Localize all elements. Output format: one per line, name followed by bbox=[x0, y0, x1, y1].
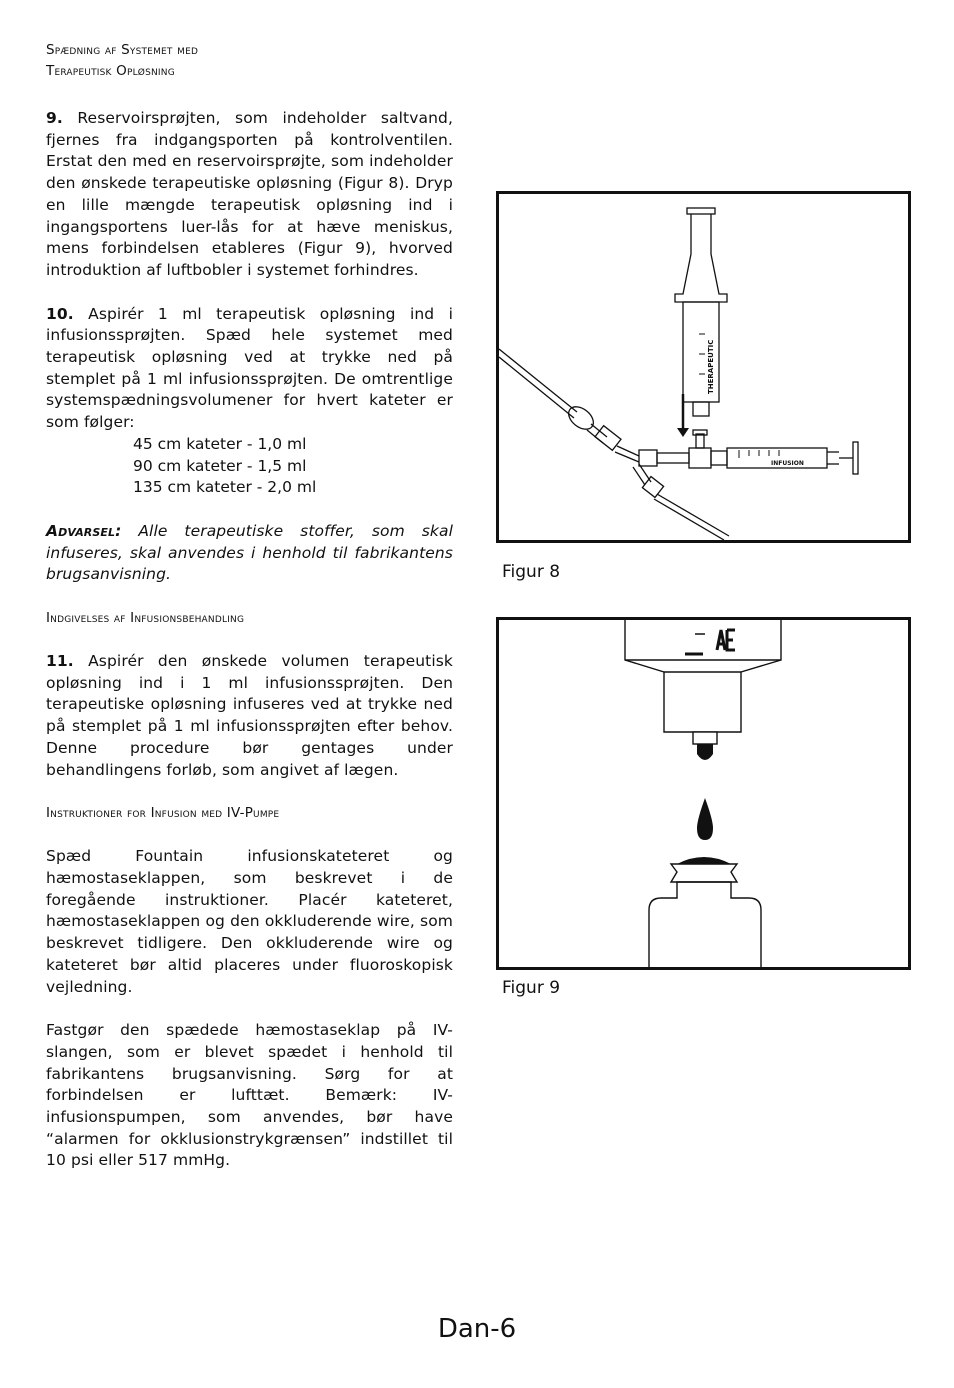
figure-8-caption: Figur 8 bbox=[502, 562, 561, 582]
step-10-paragraph bbox=[46, 304, 453, 434]
step-10-number: 10. bbox=[46, 304, 74, 323]
figure-9-caption: Figur 9 bbox=[502, 978, 561, 998]
warning-paragraph bbox=[46, 521, 453, 586]
step-9-number: 9. bbox=[46, 109, 63, 127]
step-11-paragraph bbox=[46, 651, 453, 781]
volume-list bbox=[46, 434, 453, 499]
therapeutic-syringe-label: THERAPEUTIC bbox=[707, 339, 715, 394]
section-heading-iv-pump: Instruktioner for Infusion med IV-Pumpe bbox=[46, 805, 280, 822]
heading-line-1: Spædning af Systemet med bbox=[46, 42, 199, 58]
page-number: Dan-6 bbox=[437, 1314, 517, 1344]
infusion-syringe-label: INFUSION bbox=[771, 460, 804, 467]
volume-item: 135 cm kateter - 2,0 ml bbox=[133, 478, 317, 497]
step-10-text: Aspirér 1 ml terapeutisk opløsning ind i infusionssprøjten. Spæd hele systemet med terapeutisk opløsning ved at trykke ned på stemplet på 1 ml infusionssprøjten. De omtrentlige systemspædningsvolumener for hvert kateter er som følger: bbox=[46, 304, 453, 432]
section-heading-infusion: Indgivelses af Infusionsbehandling bbox=[46, 610, 245, 627]
section-heading-priming bbox=[46, 40, 453, 82]
heading-line-2: Terapeutisk Opløsning bbox=[46, 63, 175, 79]
figure-8 bbox=[496, 191, 911, 543]
step-9-paragraph bbox=[46, 108, 453, 282]
step-11-number: 11. bbox=[46, 652, 74, 671]
iv-pump-paragraph-2: Fastgør den spædede hæmostaseklap på IV-slangen, som er blevet spædet i henhold til fabrikantens brugsanvisning. Sørg for at forbindelsen er lufttæt. Bemærk: IV-infusionspumpen, som anvendes, bør have “alarmen for okklusionstrykgrænsen” indstillet til 10 psi eller 517 mmHg. bbox=[46, 1021, 453, 1170]
step-9-text: Reservoirsprøjten, som indeholder saltvand, fjernes fra indgangsporten på kontrolventilen. Erstat den med en reservoirsprøjte, som indeholder den ønskede terapeutiske opløsning (Figur 8). Dryp en lille mængde terapeutisk opløsning ind i ingangsportens luer-lås for at hæve meniskus, mens forbindelsen etableres (Figur 9), hvorved introduktion af luftbobler i systemet forhindres. bbox=[46, 109, 453, 279]
volume-item: 45 cm kateter - 1,0 ml bbox=[133, 434, 307, 453]
warning-label: Advarsel: bbox=[46, 521, 122, 540]
left-column bbox=[46, 40, 453, 1172]
figure-8-illustration bbox=[499, 194, 908, 540]
warning-text: Alle terapeutiske stoffer, som skal infuseres, skal anvendes i henhold til fabrikantens brugsanvisning. bbox=[46, 521, 453, 584]
figure-9-illustration bbox=[499, 620, 908, 967]
iv-pump-paragraph-1: Spæd Fountain infusionskateteret og hæmostaseklappen, som beskrevet i de foregående instruktioner. Placér kateteret, hæmostaseklappen og den okkluderende wire, som beskrevet tidligere. Den okkluderende wire og kateteret bør altid placeres under fluoroskopisk vejledning. bbox=[46, 847, 453, 996]
volume-item: 90 cm kateter - 1,5 ml bbox=[133, 456, 307, 475]
step-11-text: Aspirér den ønskede volumen terapeutisk opløsning ind i 1 ml infusionssprøjten. Den terapeutiske opløsning infuseres ved at trykke ned på stemplet på 1 ml infusionssprøjten efter behov. Denne procedure bør gentages under behandlingens forløb, som angivet af lægen. bbox=[46, 652, 453, 779]
figure-9 bbox=[496, 617, 911, 970]
